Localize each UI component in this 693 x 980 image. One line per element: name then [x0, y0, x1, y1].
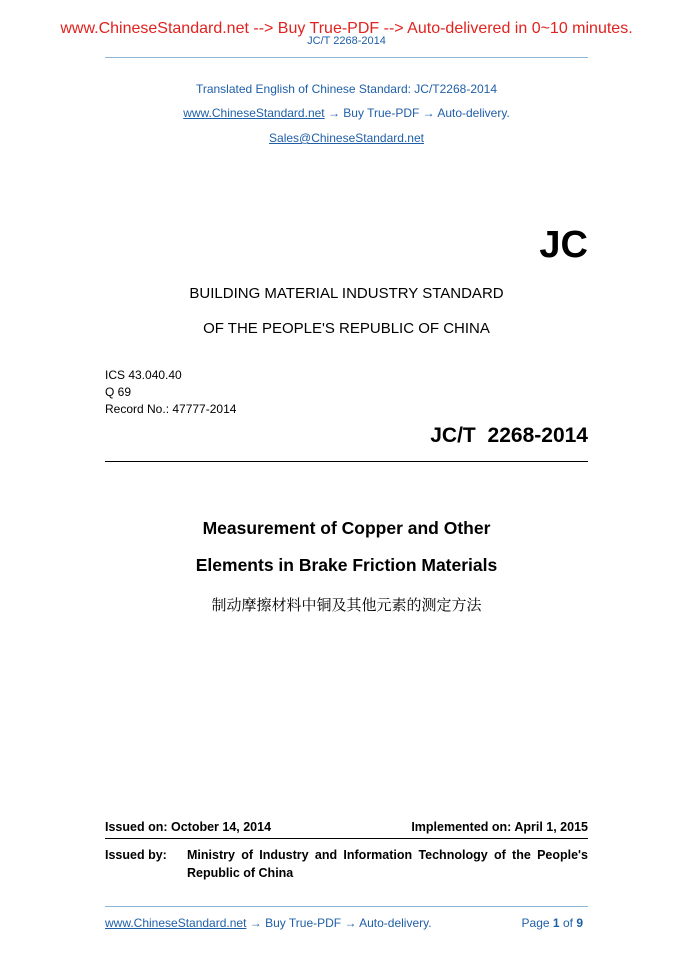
- dates-rule: [105, 838, 588, 839]
- chinese-title: 制动摩擦材料中铜及其他元素的测定方法: [211, 597, 482, 614]
- running-header-code: JC/T 2268-2014: [307, 35, 386, 47]
- footer-purchase-line: [105, 916, 432, 930]
- ics-code: ICS 43.040.40: [105, 368, 182, 382]
- purchase-text: → Buy True-PDF → Auto-delivery.: [324, 106, 510, 120]
- record-number: Record No.: 47777-2014: [105, 402, 237, 416]
- footer-rule: [105, 906, 588, 907]
- issued-date: Issued on: October 14, 2014: [105, 820, 272, 834]
- issuer-label: Issued by:: [105, 848, 167, 862]
- translation-note: Translated English of Chinese Standard: JC/T2268-2014: [195, 82, 498, 96]
- page-total: 9: [576, 916, 583, 930]
- footer-purchase-text: → Buy True-PDF → Auto-delivery.: [246, 916, 432, 930]
- footer-site-link[interactable]: www.ChineseStandard.net: [105, 916, 247, 930]
- title-line-2: Elements in Brake Friction Materials: [195, 555, 498, 575]
- promo-banner[interactable]: www.ChineseStandard.net --> Buy True-PDF --> Auto-delivered in 0~10 minutes.: [60, 20, 633, 37]
- header-rule: [105, 57, 588, 58]
- standard-rule: [105, 461, 588, 462]
- implemented-date: Implemented on: April 1, 2015: [411, 820, 588, 834]
- issuer-name: Ministry of Industry and Information Technology of the People's Republic of China: [187, 848, 588, 880]
- title-line-1: Measurement of Copper and Other: [202, 518, 491, 538]
- organization-line-1: BUILDING MATERIAL INDUSTRY STANDARD: [189, 285, 504, 302]
- page-indicator: [522, 916, 583, 930]
- ccs-code: Q 69: [105, 385, 132, 399]
- page-of: of: [562, 916, 573, 930]
- standard-number: JC/T 2268-2014: [430, 424, 588, 447]
- site-link[interactable]: www.ChineseStandard.net: [183, 106, 325, 120]
- page-label: Page: [521, 916, 550, 930]
- email-link[interactable]: Sales@ChineseStandard.net: [269, 131, 424, 145]
- classification-mark: JC: [539, 224, 588, 266]
- organization-line-2: OF THE PEOPLE'S REPUBLIC OF CHINA: [203, 320, 490, 337]
- email-line: [0, 131, 693, 145]
- page-current: 1: [552, 916, 560, 930]
- purchase-line: [0, 106, 693, 120]
